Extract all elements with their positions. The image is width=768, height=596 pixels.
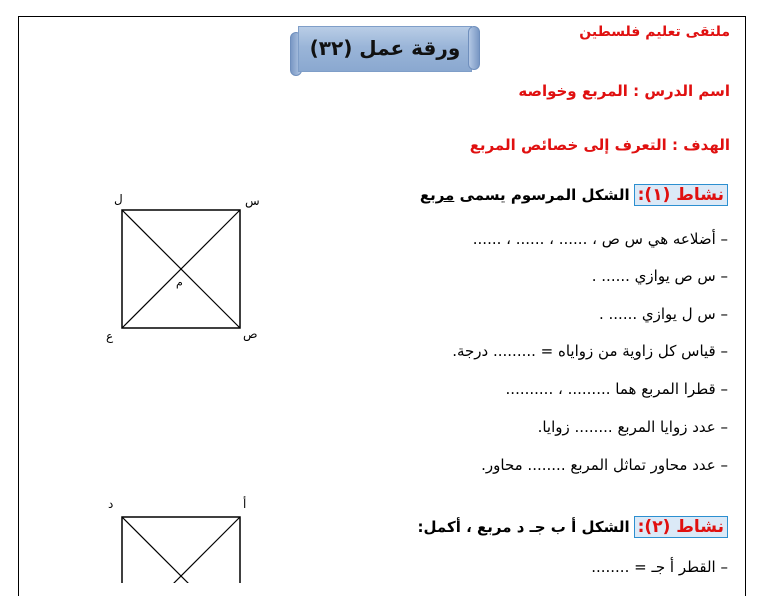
activity1-item: – عدد محاور تماثل المربع ........ محاور. [481,456,728,474]
diagonal-line [122,517,240,583]
activity1-item: – س ص يوازي ...... . [591,267,728,285]
activity1-title-underlined: مربع [419,186,455,204]
lesson-title: اسم الدرس : المربع وخواصه [518,82,730,100]
vertex-label-top-right: أ [243,497,247,511]
square-figure-2 [100,492,280,583]
organization-name: ملتقى تعليم فلسطين [579,24,730,40]
worksheet-banner [290,26,480,76]
activity1-title-text: الشكل المرسوم يسمى [459,186,630,204]
center-label: م [176,276,183,289]
activity1-label: نشاط (١): [634,184,728,206]
square-figure-1 [100,190,280,350]
activity1-item: – س ل يوازي ...... . [598,305,728,323]
activity2-title: الشكل أ ب جـ د مربع ، أكمل: [417,518,630,536]
activity1-item: – عدد زوايا المربع ........ زوايا. [537,418,728,436]
square-outline [122,517,240,583]
worksheet-title: ورقة عمل (٣٢) [309,36,461,60]
vertex-label-bottom-left: ع [106,329,114,343]
activity2-label: نشاط (٢): [634,516,728,538]
activity2-item: – القطر أ جـ = ........ [591,558,728,576]
diagonal-line [122,517,240,583]
vertex-label-bottom-right: ص [243,327,258,341]
activity1-item: – قطرا المربع هما ......... ، .......... [505,380,728,398]
activity1-item: – قياس كل زاوية من زواياه = ......... درجة. [452,342,728,360]
activity2-heading [418,516,728,538]
activity1-heading [420,184,728,206]
lesson-goal: الهدف : التعرف إلى خصائص المربع [469,136,730,154]
activity1-title [420,186,630,204]
vertex-label-top-left: د [108,497,114,511]
vertex-label-top-right: س [245,194,260,208]
activity1-item: – أضلاعه هي س ص ، ...... ، ...... ، ...... [472,230,728,248]
vertex-label-top-left: ل [114,192,123,206]
